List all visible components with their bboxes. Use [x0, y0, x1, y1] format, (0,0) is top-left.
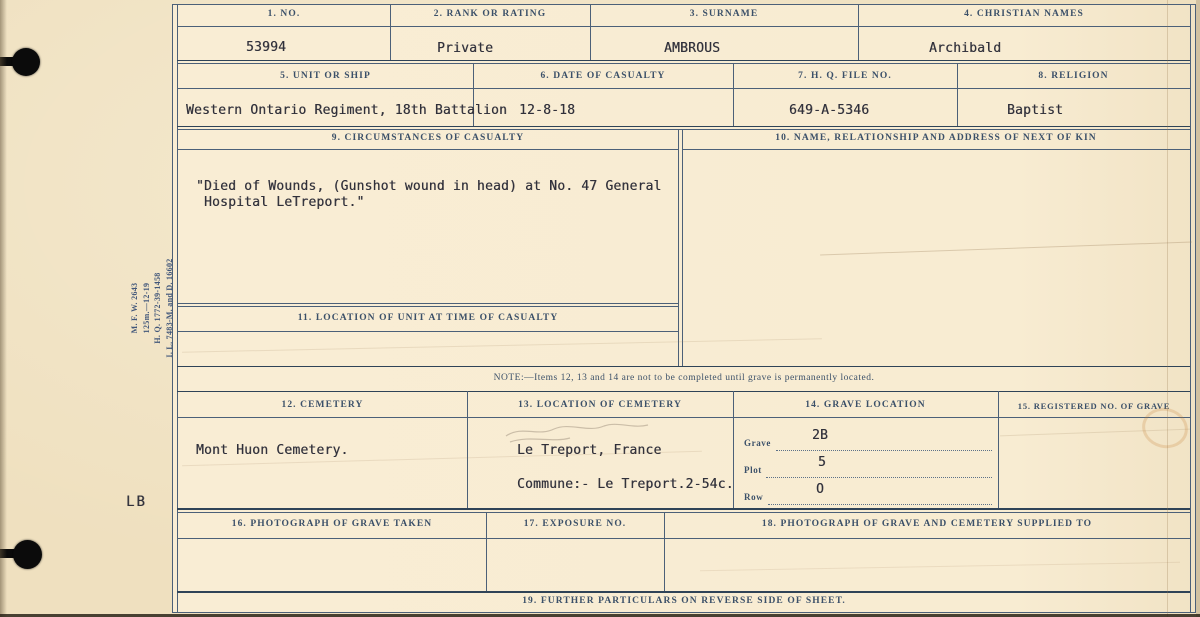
value-rank: Private [437, 41, 494, 56]
grid-line [172, 4, 1196, 5]
pencil-scribble [500, 416, 660, 446]
field-label-photo-supplied: 18. PHOTOGRAPH OF GRAVE AND CEMETERY SUPPLIED TO [761, 519, 1093, 529]
grid-line [177, 508, 1190, 510]
field-label-cemetery: 12. CEMETERY [281, 400, 364, 410]
field-label-surname: 3. SURNAME [689, 9, 759, 19]
value-row: O [816, 482, 825, 497]
grid-line [177, 303, 678, 304]
value-cemetery-location-line1: Le Treport, France [517, 443, 662, 458]
value-circumstances-line2: Hospital LeTreport." [204, 195, 365, 210]
grid-line [682, 129, 683, 366]
grid-line [177, 391, 1190, 392]
binder-hole [13, 540, 42, 569]
grid-line [177, 538, 1190, 539]
field-label-date-of-casualty: 6. DATE OF CASUALTY [540, 71, 666, 81]
stamp-line: 125m.—12-19 [141, 282, 151, 334]
stamp-line: I. L. 7483-M. and D. 16602 [164, 258, 174, 358]
row-sublabel: Row [744, 492, 764, 502]
value-religion: Baptist [1007, 103, 1064, 118]
value-cemetery: Mont Huon Cemetery. [196, 443, 349, 458]
grid-line [177, 366, 1190, 367]
field-label-photo-taken: 16. PHOTOGRAPH OF GRAVE TAKEN [231, 519, 433, 529]
value-cemetery-location-line2: Commune:- Le Treport.2-54c. [517, 477, 734, 492]
value-date-of-casualty: 12-8-18 [519, 103, 576, 118]
card-right-edge [1196, 0, 1200, 617]
grid-line [172, 612, 1196, 613]
field-label-religion: 8. RELIGION [1038, 71, 1109, 81]
value-hq-file: 649-A-5346 [789, 103, 870, 118]
dotted-rule [776, 449, 992, 451]
value-plot: 5 [818, 455, 827, 470]
card-left-edge [0, 0, 7, 617]
field-label-next-of-kin: 10. NAME, RELATIONSHIP AND ADDRESS OF NEXT OF KIN [775, 133, 1097, 143]
value-unit: Western Ontario Regiment, 18th Battalion [186, 103, 508, 118]
margin-code: LB [126, 494, 147, 510]
printer-imprint-stamp [129, 253, 177, 363]
grid-line [177, 129, 1190, 130]
stamp-line: M. F. W. 2643 [130, 282, 139, 334]
grid-line [177, 417, 1190, 418]
binder-hole [12, 48, 40, 76]
field-label-no: 1. NO. [267, 9, 301, 19]
grid-line [177, 26, 1190, 27]
plot-sublabel: Plot [744, 465, 762, 475]
value-surname: AMBROUS [664, 41, 721, 56]
grid-line [177, 512, 1190, 513]
grid-line [682, 149, 1190, 150]
note-text: NOTE:—Items 12, 13 and 14 are not to be completed until grave is permanently located. [493, 373, 875, 383]
grid-line [1190, 4, 1191, 612]
field-label-exposure: 17. EXPOSURE NO. [523, 519, 627, 529]
grid-line [177, 60, 1190, 61]
field-label-christian-names: 4. CHRISTIAN NAMES [964, 9, 1084, 19]
grid-line [177, 126, 1190, 127]
dotted-rule [768, 503, 992, 505]
value-christian-names: Archibald [929, 41, 1002, 56]
value-grave: 2B [812, 428, 829, 443]
field-label-registered-grave: 15. REGISTERED NO. OF GRAVE [1017, 401, 1171, 411]
field-label-unit: 5. UNIT OR SHIP [280, 71, 371, 81]
footer-text: 19. FURTHER PARTICULARS ON REVERSE SIDE OF SHEET. [522, 596, 846, 606]
value-circumstances-line1: "Died of Wounds, (Gunshot wound in head) at No. 47 General [196, 179, 662, 194]
dotted-rule [766, 476, 992, 478]
grid-line [177, 306, 678, 307]
paper-crease [1167, 0, 1168, 617]
field-label-rank: 2. RANK OR RATING [433, 9, 547, 19]
grid-line [678, 129, 679, 366]
grave-sublabel: Grave [744, 438, 771, 448]
grid-line [177, 63, 1190, 64]
grid-line [177, 149, 678, 150]
field-label-circumstances: 9. CIRCUMSTANCES OF CASUALTY [331, 133, 525, 143]
grid-line [177, 591, 1190, 593]
grid-line [177, 88, 1190, 89]
stamp-line: H. Q. 1772-39-1458 [153, 272, 162, 344]
field-label-unit-location: 11. LOCATION OF UNIT AT TIME OF CASUALTY [297, 313, 559, 323]
value-no: 53994 [246, 40, 287, 55]
field-label-grave-location: 14. GRAVE LOCATION [805, 400, 926, 410]
grid-line [177, 331, 678, 332]
field-label-cemetery-location: 13. LOCATION OF CEMETERY [518, 400, 682, 410]
field-label-hq-file: 7. H. Q. FILE NO. [798, 71, 892, 81]
